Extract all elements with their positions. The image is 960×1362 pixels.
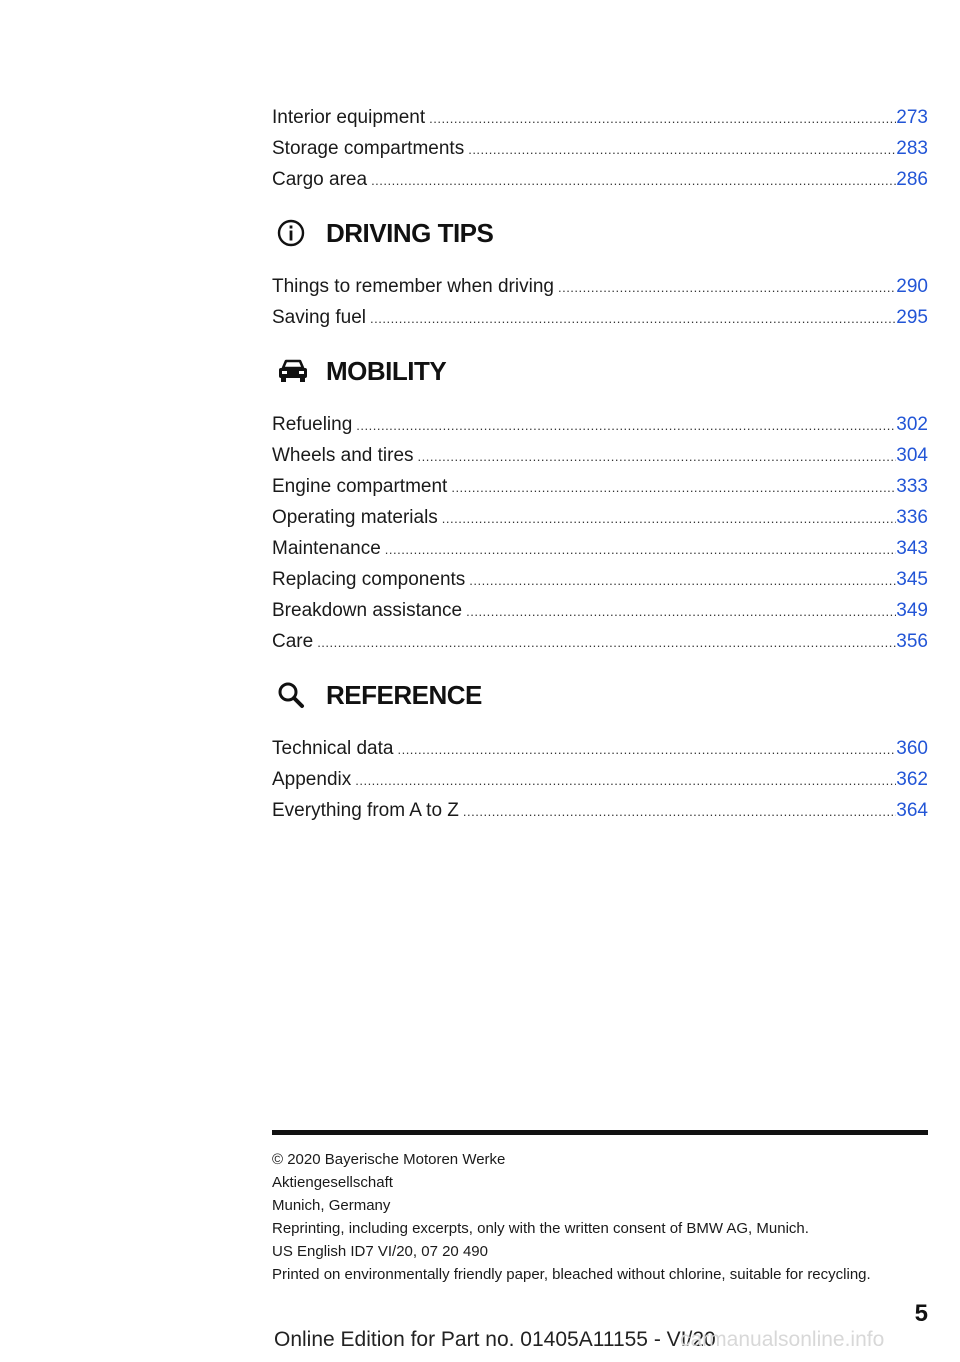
toc-entry[interactable]: Saving fuel ..... 295: [272, 302, 928, 333]
section-title: DRIVING TIPS: [326, 217, 494, 248]
toc-entry[interactable]: Wheels and tires ..... 304: [272, 440, 928, 471]
toc-page-link[interactable]: 290: [896, 276, 928, 297]
toc-entry[interactable]: Breakdown assistance ..... 349: [272, 595, 928, 626]
imprint-line: Munich, Germany: [272, 1197, 391, 1214]
toc-page-link[interactable]: 283: [896, 138, 928, 159]
toc-entry[interactable]: Appendix ..... 362: [272, 764, 928, 795]
section-heading-mobility: [272, 351, 928, 391]
section-heading-reference: [272, 675, 928, 715]
toc-page-link[interactable]: 333: [896, 476, 928, 497]
toc-entry[interactable]: Interior equipment ..... 273: [272, 102, 928, 133]
imprint-line: Aktiengesellschaft: [272, 1174, 393, 1191]
toc-page-link[interactable]: 336: [896, 507, 928, 528]
toc-page-link[interactable]: 295: [896, 307, 928, 328]
toc-entry[interactable]: Technical data ..... 360: [272, 733, 928, 764]
toc-entry[interactable]: Cargo area ..... 286: [272, 164, 928, 195]
imprint-line: © 2020 Bayerische Motoren Werke: [272, 1151, 506, 1168]
page-number: 5: [914, 1300, 928, 1327]
toc-page-link[interactable]: 364: [896, 800, 928, 821]
toc-page-link[interactable]: 345: [896, 569, 928, 590]
toc-page-link[interactable]: 286: [896, 169, 928, 190]
toc-entry[interactable]: Operating materials ..... 336: [272, 502, 928, 533]
imprint-line: US English ID7 VI/20, 07 20 490: [272, 1243, 488, 1260]
toc-page-link[interactable]: 362: [896, 769, 928, 790]
car-icon: [276, 353, 316, 389]
toc-entry[interactable]: Replacing components ..... 345: [272, 564, 928, 595]
imprint-line: Printed on environmentally friendly paper, bleached without chlorine, suitable for recycling.: [272, 1266, 871, 1283]
info-icon: [276, 215, 316, 251]
watermark: carmanualsonline.info: [680, 1328, 885, 1351]
toc-entry[interactable]: Refueling ..... 302: [272, 409, 928, 440]
toc-entry[interactable]: Everything from A to Z ..... 364: [272, 795, 928, 826]
toc-page-link[interactable]: 304: [896, 445, 928, 466]
section-title: REFERENCE: [326, 679, 482, 710]
toc-entry[interactable]: Storage compartments ..... 283: [272, 133, 928, 164]
toc-page-link[interactable]: 273: [896, 107, 928, 128]
footer-text: Online Edition for Part no. 01405A11155 - VI/20: [274, 1328, 716, 1351]
toc-entry[interactable]: Care ..... 356: [272, 626, 928, 657]
toc-page-link[interactable]: 349: [896, 600, 928, 621]
toc-page-link[interactable]: 356: [896, 631, 928, 652]
toc-entry[interactable]: Engine compartment ..... 333: [272, 471, 928, 502]
toc-entry[interactable]: Maintenance ..... 343: [272, 533, 928, 564]
divider: [272, 1130, 928, 1135]
section-title: MOBILITY: [326, 355, 447, 386]
toc-page-link[interactable]: 360: [896, 738, 928, 759]
toc-page-link[interactable]: 302: [896, 414, 928, 435]
toc-page-link[interactable]: 343: [896, 538, 928, 559]
table-of-contents: [272, 102, 928, 826]
imprint: [272, 1148, 871, 1286]
toc-entry[interactable]: Things to remember when driving ..... 290: [272, 271, 928, 302]
section-heading-driving-tips: [272, 213, 928, 253]
search-icon: [276, 677, 316, 713]
imprint-line: Reprinting, including excerpts, only with the written consent of BMW AG, Munich.: [272, 1220, 809, 1237]
